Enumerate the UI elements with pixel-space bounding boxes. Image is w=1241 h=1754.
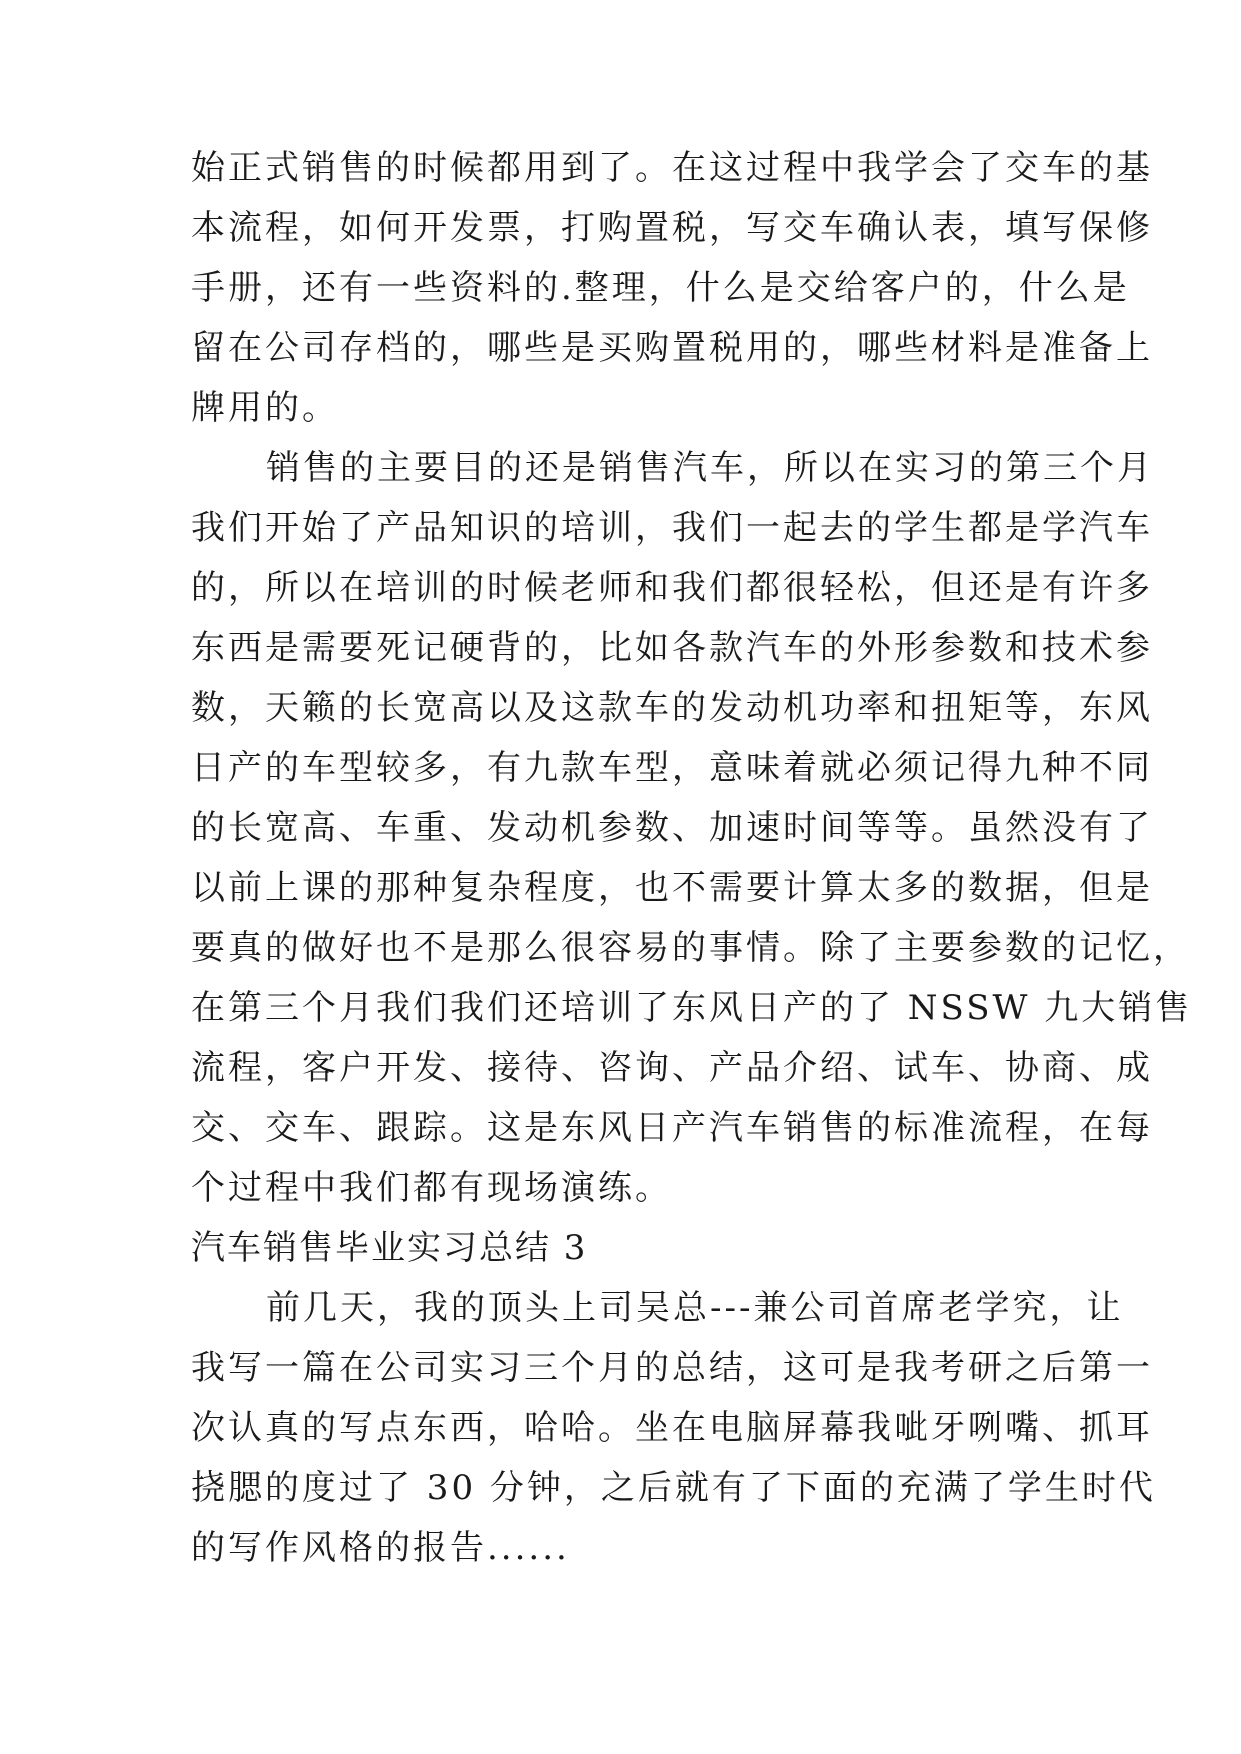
text-line: 以前上课的那种复杂程度，也不需要计算太多的数据，但是: [191, 868, 1153, 908]
text-line: 牌用的。: [191, 388, 339, 428]
text-line: 留在公司存档的，哪些是买购置税用的，哪些材料是准备上: [191, 328, 1153, 368]
paragraph-summary-intro: [191, 1278, 1156, 1578]
text-line: 手册，还有一些资料的.整理，什么是交给客户的，什么是: [191, 268, 1130, 308]
document-body: [191, 138, 1193, 1578]
section-heading: [191, 1218, 1051, 1278]
paragraph-delivery-process: [191, 138, 1153, 438]
text-line: 的写作风格的报告......: [191, 1528, 570, 1568]
text-line: 销售的主要目的还是销售汽车，所以在实习的第三个月: [266, 448, 1154, 488]
text-line: 的长宽高、车重、发动机参数、加速时间等等。虽然没有了: [191, 808, 1153, 848]
text-line: 日产的车型较多，有九款车型，意味着就必须记得九种不同: [191, 748, 1153, 788]
text-line: 本流程，如何开发票，打购置税，写交车确认表，填写保修: [191, 208, 1153, 248]
text-line: 要真的做好也不是那么很容易的事情。除了主要参数的记忆，: [191, 928, 1190, 968]
section-title: 汽车销售毕业实习总结 3: [191, 1228, 588, 1268]
text-line: 的，所以在培训的时候老师和我们都很轻松，但还是有许多: [191, 568, 1153, 608]
text-line: 流程，客户开发、接待、咨询、产品介绍、试车、协商、成: [191, 1048, 1153, 1088]
text-line: 次认真的写点东西，哈哈。坐在电脑屏幕我呲牙咧嘴、抓耳: [191, 1408, 1153, 1448]
text-line: 数，天籁的长宽高以及这款车的发动机功率和扭矩等，东风: [191, 688, 1153, 728]
text-line: 始正式销售的时候都用到了。在这过程中我学会了交车的基: [191, 148, 1153, 188]
text-line: 东西是需要死记硬背的，比如各款汽车的外形参数和技术参: [191, 628, 1153, 668]
text-line: 我写一篇在公司实习三个月的总结，这可是我考研之后第一: [191, 1348, 1153, 1388]
text-line: 在第三个月我们我们还培训了东风日产的了 NSSW 九大销售: [191, 988, 1193, 1028]
text-line: 前几天，我的顶头上司吴总---兼公司首席老学究，让: [266, 1288, 1124, 1328]
text-line: 个过程中我们都有现场演练。: [191, 1168, 672, 1208]
text-line: 交、交车、跟踪。这是东风日产汽车销售的标准流程，在每: [191, 1108, 1153, 1148]
text-line: 挠腮的度过了 30 分钟，之后就有了下面的充满了学生时代: [191, 1468, 1156, 1508]
paragraph-product-training: [191, 438, 1193, 1218]
text-line: 我们开始了产品知识的培训，我们一起去的学生都是学汽车: [191, 508, 1153, 548]
